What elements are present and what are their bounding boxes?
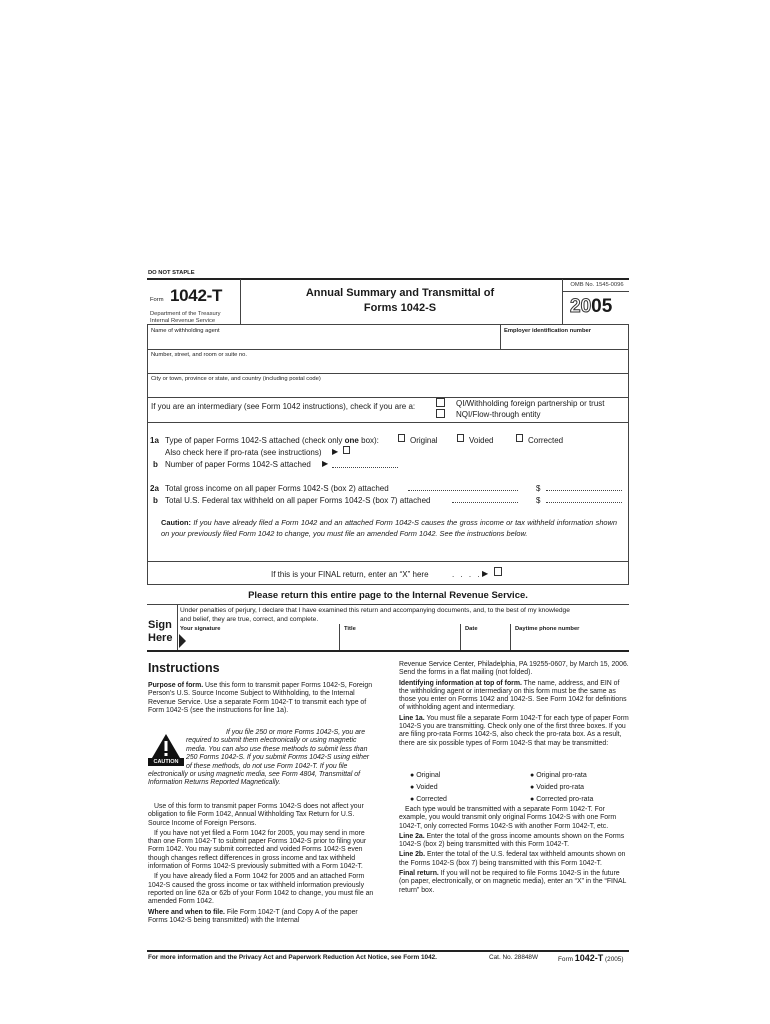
perjury-line2: and belief, they are true, correct, and complete. bbox=[180, 616, 319, 623]
signature-label: Your signature bbox=[180, 626, 221, 632]
footer-form: Form 1042-T (2005) bbox=[558, 953, 624, 963]
form-title-line2: Forms 1042-S bbox=[363, 302, 437, 314]
nqi-checkbox[interactable] bbox=[436, 409, 445, 418]
list-item: ● Original pro-rata bbox=[530, 772, 587, 779]
title-field[interactable] bbox=[344, 634, 456, 648]
date-field[interactable] bbox=[465, 634, 507, 648]
instructions-right-column-2: Each type would be transmitted with a separate Form 1042-T. For example, you would transmit only original Forms 1042-S with one Form 1042-T, only corrected Forms 1042-S with another Form 1042-T, etc. Line 2a. Enter the total of the gross income amounts shown on the Forms 1042-S (box 2) being transmitted with this Form 1042-T. Line 2b. Enter the total of the U.S. federal tax withheld amounts shown on the Forms 1042-S (box 7) being transmitted with this Form 1042-T. Final return. If you will not be required to file Forms 1042-S in the future (on paper, electronically, or on magnetic media), enter an “X” in the “FINAL return” box. bbox=[399, 806, 627, 894]
ein-field[interactable] bbox=[504, 336, 624, 348]
please-return: Please return this entire page to the Internal Revenue Service. bbox=[248, 590, 528, 601]
form-word: Form bbox=[150, 297, 164, 303]
line-2a-text: Total gross income on all paper Forms 1042-S (box 2) attached bbox=[165, 484, 389, 493]
form-title-line1: Annual Summary and Transmittal of bbox=[305, 287, 495, 299]
withholding-agent-field[interactable] bbox=[152, 336, 492, 348]
city-field[interactable] bbox=[152, 384, 622, 396]
prorata-text: Also check here if pro-rata (see instructions) bbox=[165, 448, 322, 457]
dept-line1: Department of the Treasury bbox=[150, 311, 221, 317]
corrected-checkbox[interactable] bbox=[516, 434, 523, 442]
street-field[interactable] bbox=[152, 360, 622, 372]
final-return-text: If this is your FINAL return, enter an “X” here bbox=[271, 570, 429, 579]
line-2b-field[interactable] bbox=[546, 502, 622, 503]
list-item: ● Corrected pro-rata bbox=[530, 796, 594, 803]
line-2a-dollar: $ bbox=[536, 484, 541, 493]
final-return-checkbox[interactable] bbox=[494, 567, 502, 576]
instructions-right-column: Revenue Service Center, Philadelphia, PA 19255-0607, by March 15, 2006. Send the forms in a flat mailing (not folded). Identifying information at top of form. The name, address, and EIN of the withholding agent or intermediary on this form must be the same as those you enter on Forms 1042 and 1042-S. See Form 1042 for definitions of withholding agent and intermediary. Line 1a. You must file a separate Form 1042-T for each type of paper Form 1042-S you are transmitting. Check only one of the first three boxes. If you are filing pro-rata Forms 1042-S, also check the pro-rata box. As a result, there are six possible types of Form 1042-S that may be transmitted: bbox=[399, 661, 629, 747]
line-2b-dollar: $ bbox=[536, 496, 541, 505]
line-2b-number: b bbox=[153, 496, 158, 505]
list-item: ● Voided pro-rata bbox=[530, 784, 585, 791]
nqi-label: NQI/Flow-through entity bbox=[456, 410, 541, 419]
phone-label: Daytime phone number bbox=[515, 626, 580, 632]
voided-label: Voided bbox=[469, 436, 494, 445]
bullets-right bbox=[530, 770, 593, 806]
list-item: ● Original bbox=[410, 772, 441, 779]
arrow-right-icon: ▶ bbox=[482, 569, 489, 578]
signature-field[interactable] bbox=[180, 634, 335, 648]
tax-year: 2005 bbox=[570, 296, 613, 317]
bullets-left bbox=[410, 770, 447, 806]
prorata-checkbox[interactable] bbox=[343, 446, 350, 454]
qi-checkbox[interactable] bbox=[436, 398, 445, 407]
line-2a-field[interactable] bbox=[546, 490, 622, 491]
voided-checkbox[interactable] bbox=[457, 434, 464, 442]
list-item: ● Corrected bbox=[410, 796, 447, 803]
line-1a-number: 1a bbox=[150, 436, 159, 445]
footer-cat-number: Cat. No. 28848W bbox=[489, 954, 539, 961]
ein-label: Employer identification number bbox=[504, 328, 591, 334]
here-label: Here bbox=[148, 632, 173, 644]
perjury-line1: Under penalties of perjury, I declare that I have examined this return and accompanying documents, and, to the best of my knowledge bbox=[180, 607, 570, 614]
corrected-label: Corrected bbox=[528, 436, 564, 445]
line-1b-number: b bbox=[153, 460, 158, 469]
dept-line2: Internal Revenue Service bbox=[150, 318, 216, 324]
city-label: City or town, province or state, and country (including postal code) bbox=[151, 376, 321, 382]
line-2a-number: 2a bbox=[150, 484, 159, 493]
do-not-staple: DO NOT STAPLE bbox=[148, 270, 195, 276]
date-label: Date bbox=[465, 626, 478, 632]
sign-label: Sign bbox=[148, 619, 172, 631]
line-1a-text: Type of paper Forms 1042-S attached (check only one box): bbox=[165, 436, 379, 445]
list-item: ● Voided bbox=[410, 784, 438, 791]
omb-number: OMB No. 1545-0096 bbox=[570, 282, 624, 288]
line-1b-field[interactable] bbox=[332, 467, 398, 468]
footer-notice: For more information and the Privacy Act and Paperwork Reduction Act Notice, see Form 1042. bbox=[148, 954, 437, 961]
caution-paragraph: Caution: If you have already filed a Form 1042 and an attached Form 1042-S causes the gross income or tax withheld information shown on your previously filed Form 1042 to change, you must file an amended Form 1042. See the instructions below. bbox=[161, 518, 617, 538]
line-1b-text: Number of paper Forms 1042-S attached bbox=[165, 460, 311, 469]
arrow-right-icon: ▶ bbox=[332, 447, 339, 456]
phone-field[interactable] bbox=[515, 634, 625, 648]
caution-label: CAUTION bbox=[153, 759, 179, 765]
intermediary-text: If you are an intermediary (see Form 1042 instructions), check if you are a: bbox=[151, 402, 416, 411]
instructions-left-column: Purpose of form. Use this form to transmit paper Forms 1042-S, Foreign Person’s U.S. Source Income Subject to Withholding, to the Internal Revenue Service. Use a separate Form 1042-T to transmit each type of Form 1042-S (see the instructions for line 1a). bbox=[148, 682, 373, 714]
instructions-left-column-2: Use of this form to transmit paper Forms 1042-S does not affect your obligation to file Form 1042, Annual Withholding Tax Return for U.S. Source Income of Foreign Persons. If you have not yet filed a Form 1042 for 2005, you may send in more than one Form 1042-T to submit paper Forms 1042-S prior to filing your Form 1042. You may submit corrected and voided Forms 1042-S even though changes reflect differences in gross income and tax withheld information of Forms 1042-S previously submitted with a Form 1042-T. If you have already filed a Form 1042 for 2005 and an attached Form 1042-S caused the gross income or tax withheld information previously reported on line 62a or 62b of your Form 1042 to change, you must file an amended Form 1042. Where and when to file. File Form 1042-T (and Copy A of the paper Forms 1042-S being transmitted) with the Internal bbox=[148, 803, 374, 924]
qi-label: QI/Withholding foreign partnership or trust bbox=[456, 399, 605, 408]
line-2b-text: Total U.S. Federal tax withheld on all paper Forms 1042-S (box 7) attached bbox=[165, 496, 431, 505]
withholding-agent-label: Name of withholding agent bbox=[151, 328, 220, 334]
instructions-heading: Instructions bbox=[148, 661, 220, 675]
street-label: Number, street, and room or suite no. bbox=[151, 352, 248, 358]
title-label: Title bbox=[344, 626, 356, 632]
caution-instruction: If you file 250 or more Forms 1042-S, you are required to submit them electronically or using magnetic media. You can also use these methods to submit less than 250 Forms 1042-S. If you submit Forms 1042-S using either of these methods, do not use Form 1042-T. If you file electronically or using magnetic media, see Form 4804, Transmittal of Information Returns Reported Magnetically. bbox=[148, 729, 370, 787]
form-number: 1042-T bbox=[170, 286, 223, 305]
original-label: Original bbox=[410, 436, 438, 445]
arrow-right-icon: ▶ bbox=[322, 459, 329, 468]
original-checkbox[interactable] bbox=[398, 434, 405, 442]
